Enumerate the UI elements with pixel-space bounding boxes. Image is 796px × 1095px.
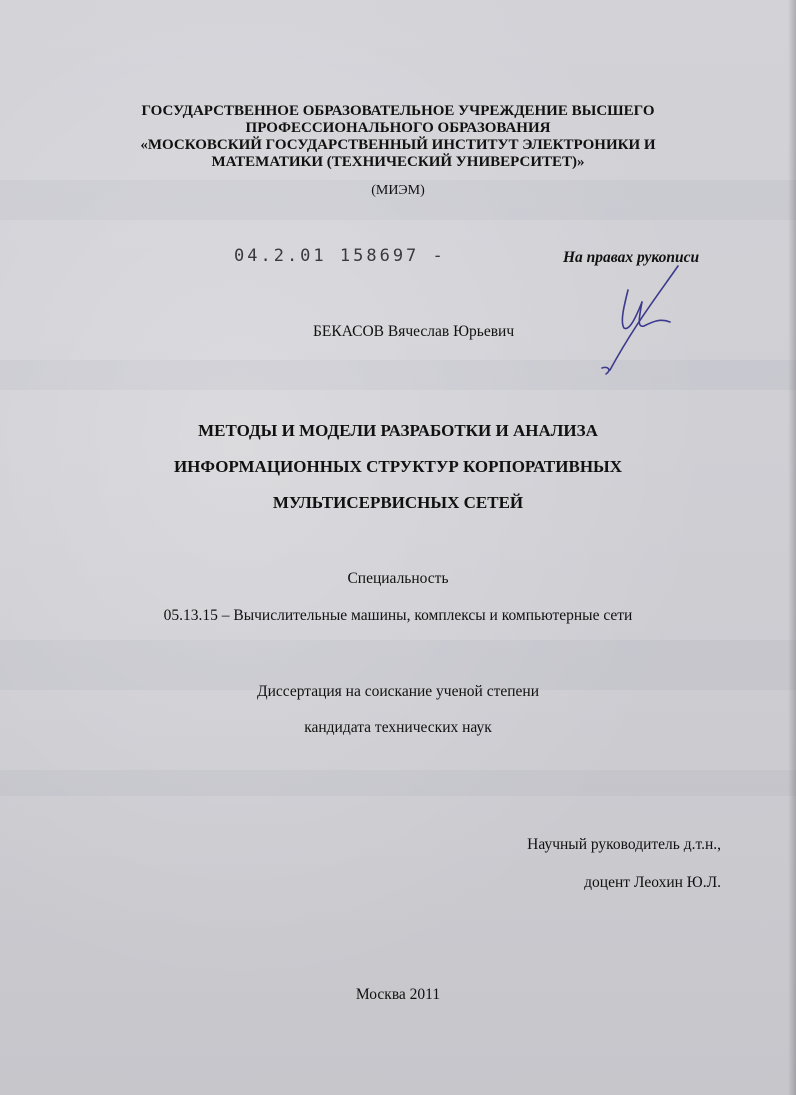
- city-year: Москва 2011: [355, 986, 441, 1003]
- scan-artifact: [0, 770, 796, 796]
- supervisor-line: Научный руководитель д.т.н.,: [527, 836, 721, 853]
- header-line: ПРОФЕССИОНАЛЬНОГО ОБРАЗОВАНИЯ: [245, 120, 551, 136]
- title-line: ИНФОРМАЦИОННЫХ СТРУКТУР КОРПОРАТИВНЫХ: [173, 457, 623, 476]
- signature-mark: [590, 262, 690, 378]
- header-line: МАТЕМАТИКИ (ТЕХНИЧЕСКИЙ УНИВЕРСИТЕТ)»: [211, 154, 585, 170]
- specialty-label: Специальность: [347, 570, 449, 587]
- title-line: МУЛЬТИСЕРВИСНЫХ СЕТЕЙ: [272, 493, 524, 512]
- dissertation-title: [0, 421, 796, 529]
- header-line: «МОСКОВСКИЙ ГОСУДАРСТВЕННЫЙ ИНСТИТУТ ЭЛЕКТРОНИКИ И: [140, 137, 656, 153]
- manuscript-rights-note: На правах рукописи: [563, 249, 700, 266]
- specialty-code: 05.13.15 – Вычислительные машины, комплексы и компьютерные сети: [163, 607, 633, 624]
- title-line: МЕТОДЫ И МОДЕЛИ РАЗРАБОТКИ И АНАЛИЗА: [198, 421, 598, 440]
- degree-line: Диссертация на соискание ученой степени: [257, 683, 539, 700]
- institution-header: [0, 103, 796, 171]
- supervisor-line: доцент Леохин Ю.Л.: [584, 874, 721, 891]
- institution-abbreviation: (МИЭМ): [371, 183, 425, 198]
- registration-code-stamp: 04.2.01 158697 -: [234, 246, 446, 266]
- author-name: БЕКАСОВ Вячеслав Юрьевич: [313, 323, 515, 340]
- scientific-supervisor: [527, 836, 721, 912]
- header-line: ГОСУДАРСТВЕННОЕ ОБРАЗОВАТЕЛЬНОЕ УЧРЕЖДЕНИЕ ВЫСШЕГО: [141, 103, 655, 119]
- degree-line: кандидата технических наук: [304, 719, 492, 736]
- degree-statement: [0, 683, 796, 755]
